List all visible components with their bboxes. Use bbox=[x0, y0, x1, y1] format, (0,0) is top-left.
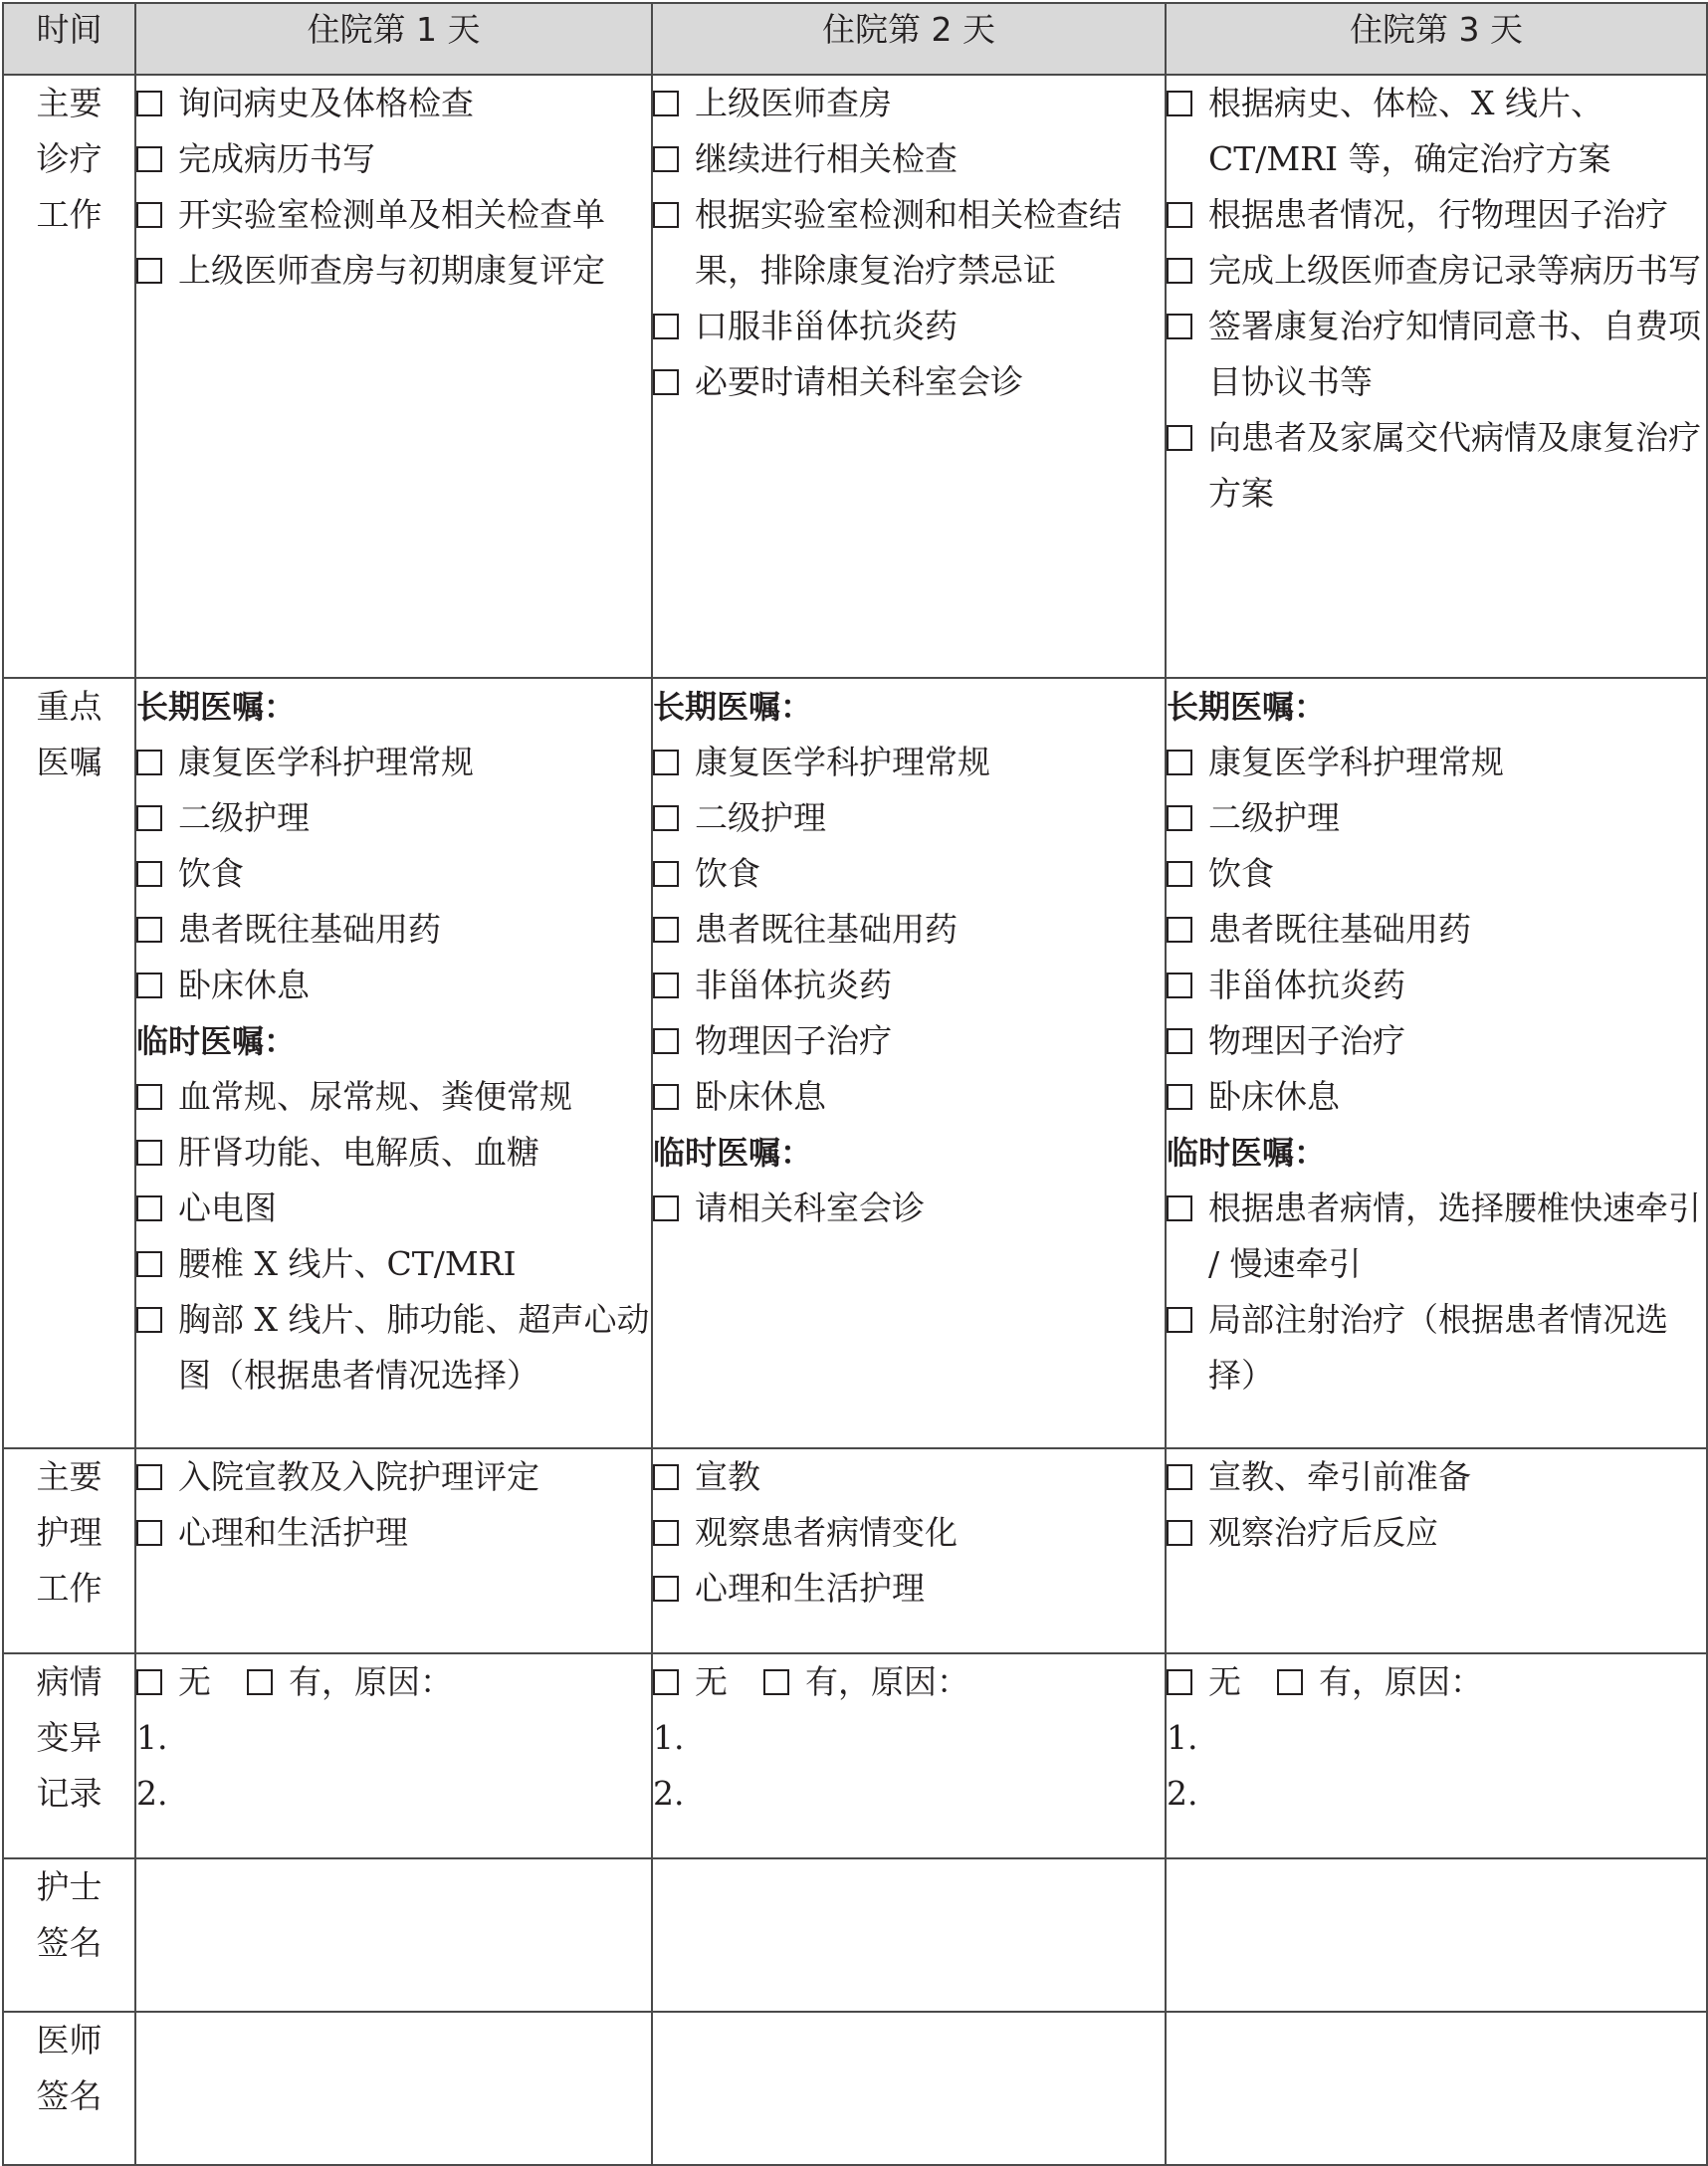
row-label-nurse-sign: 护士签名 bbox=[3, 1858, 135, 2012]
variation-option-yes bbox=[1277, 1654, 1483, 1710]
checkbox[interactable] bbox=[136, 1464, 162, 1490]
checklist-item-label: 根据患者病情，选择腰椎快速牵引 / 慢速牵引 bbox=[1208, 1189, 1701, 1283]
checklist-item bbox=[1167, 1013, 1706, 1069]
checklist-item bbox=[653, 902, 1165, 958]
checklist-item-label: 有，原因： bbox=[1319, 1662, 1483, 1701]
checkbox[interactable] bbox=[136, 917, 162, 943]
checkbox[interactable] bbox=[1167, 91, 1192, 116]
variation-row bbox=[3, 1653, 1707, 1858]
checkbox[interactable] bbox=[136, 1669, 162, 1695]
variation-reason-line[interactable]: 2. bbox=[653, 1774, 685, 1813]
checkbox[interactable] bbox=[136, 1251, 162, 1277]
diagnosis-day-2 bbox=[652, 75, 1166, 678]
checklist-item-label: 宣教、牵引前准备 bbox=[1208, 1457, 1471, 1496]
checklist-item bbox=[136, 958, 651, 1013]
variation-options bbox=[1167, 1654, 1706, 1710]
checklist-item bbox=[1167, 1505, 1706, 1561]
checklist-item-label: 口服非甾体抗炎药 bbox=[695, 307, 958, 345]
checklist-item bbox=[1167, 902, 1706, 958]
checklist-item-label: 根据实验室检测和相关检查结果，排除康复治疗禁忌证 bbox=[695, 195, 1122, 290]
checklist-item-label: 心理和生活护理 bbox=[178, 1513, 408, 1552]
checklist-item-label: 继续进行相关检查 bbox=[695, 139, 958, 178]
checkbox[interactable] bbox=[136, 1140, 162, 1166]
checklist-item bbox=[653, 790, 1165, 846]
variation-day-2 bbox=[652, 1653, 1166, 1858]
checkbox[interactable] bbox=[136, 973, 162, 998]
checkbox[interactable] bbox=[1167, 1307, 1192, 1333]
header-time: 时间 bbox=[3, 3, 135, 75]
checklist-item-label: 无 bbox=[695, 1662, 728, 1701]
checklist-item bbox=[653, 1069, 1165, 1125]
checkbox[interactable] bbox=[136, 861, 162, 887]
header-day-3: 住院第 3 天 bbox=[1166, 3, 1707, 75]
checklist-item bbox=[653, 1449, 1165, 1505]
checklist-item-label: 询问病史及体格检查 bbox=[178, 84, 474, 122]
checklist-item-label: 观察患者病情变化 bbox=[695, 1513, 958, 1552]
checkbox[interactable] bbox=[247, 1669, 273, 1695]
checklist-item bbox=[653, 187, 1165, 299]
checklist-item-label: 观察治疗后反应 bbox=[1208, 1513, 1438, 1552]
checkbox[interactable] bbox=[653, 1464, 679, 1490]
checkbox[interactable] bbox=[653, 1520, 679, 1546]
checklist-item-label: 上级医师查房与初期康复评定 bbox=[178, 251, 605, 290]
row-label-orders: 重点医嘱 bbox=[3, 678, 135, 1448]
checklist-item-label: 根据患者情况，行物理因子治疗 bbox=[1208, 195, 1668, 234]
checklist-item bbox=[653, 958, 1165, 1013]
checklist-item-label: 签署康复治疗知情同意书、自费项目协议书等 bbox=[1208, 307, 1701, 401]
checkbox[interactable] bbox=[653, 805, 679, 831]
variation-options bbox=[653, 1654, 1165, 1710]
checklist-item-label: 血常规、尿常规、粪便常规 bbox=[178, 1077, 572, 1116]
checklist-item bbox=[136, 1505, 651, 1561]
checkbox[interactable] bbox=[1167, 1195, 1192, 1221]
checklist-item bbox=[1167, 958, 1706, 1013]
checklist-item-label: 非甾体抗炎药 bbox=[695, 966, 892, 1004]
long-term-orders-heading: 长期医嘱： bbox=[1167, 688, 1327, 726]
checklist-item-label: 必要时请相关科室会诊 bbox=[695, 362, 1023, 401]
checklist-item-label: 腰椎 X 线片、CT/MRI bbox=[178, 1244, 517, 1283]
checklist-item-label: 完成上级医师查房记录等病历书写 bbox=[1208, 251, 1701, 290]
checklist-item-label: 卧床休息 bbox=[1208, 1077, 1340, 1116]
checkbox[interactable] bbox=[136, 805, 162, 831]
variation-options bbox=[136, 1654, 651, 1710]
diagnosis-day-1 bbox=[135, 75, 652, 678]
checklist-item-label: 有，原因： bbox=[805, 1662, 969, 1701]
nurse-sign-day-1[interactable] bbox=[135, 1858, 652, 2012]
checklist-item bbox=[1167, 735, 1706, 790]
checklist-item bbox=[653, 299, 1165, 354]
checklist-item bbox=[653, 354, 1165, 410]
checkbox[interactable] bbox=[1167, 917, 1192, 943]
checkbox[interactable] bbox=[653, 973, 679, 998]
checklist-item bbox=[1167, 1181, 1706, 1292]
checkbox[interactable] bbox=[653, 1195, 679, 1221]
row-label-diagnosis: 主要诊疗工作 bbox=[3, 75, 135, 678]
checklist-item bbox=[653, 846, 1165, 902]
checklist-item bbox=[136, 1236, 651, 1292]
checklist-item bbox=[653, 1181, 1165, 1236]
checklist-item-label: 饮食 bbox=[695, 854, 760, 893]
checkbox[interactable] bbox=[653, 202, 679, 228]
checklist-item bbox=[1167, 76, 1706, 187]
checklist-item-label: 开实验室检测单及相关检查单 bbox=[178, 195, 605, 234]
header-day-1: 住院第 1 天 bbox=[135, 3, 652, 75]
checklist-item bbox=[653, 1505, 1165, 1561]
checkbox[interactable] bbox=[1167, 750, 1192, 775]
checklist-item bbox=[136, 131, 651, 187]
nursing-row bbox=[3, 1448, 1707, 1653]
checkbox[interactable] bbox=[1167, 425, 1192, 451]
checklist-item bbox=[653, 735, 1165, 790]
variation-reason-line[interactable]: 1. bbox=[1167, 1718, 1198, 1757]
checklist-item bbox=[653, 1013, 1165, 1069]
checklist-item-label: 康复医学科护理常规 bbox=[1208, 743, 1504, 781]
checkbox[interactable] bbox=[136, 202, 162, 228]
checklist-item bbox=[136, 243, 651, 299]
checklist-item bbox=[136, 1292, 651, 1404]
header-row bbox=[3, 3, 1707, 75]
checkbox[interactable] bbox=[136, 91, 162, 116]
checklist-item-label: 卧床休息 bbox=[695, 1077, 826, 1116]
checkbox[interactable] bbox=[653, 91, 679, 116]
variation-reason-line[interactable]: 2. bbox=[1167, 1774, 1198, 1813]
variation-reason-line[interactable]: 1. bbox=[653, 1718, 685, 1757]
checkbox[interactable] bbox=[136, 1084, 162, 1110]
checklist-item bbox=[653, 76, 1165, 131]
checklist-item-label: 胸部 X 线片、肺功能、超声心动图（根据患者情况选择） bbox=[178, 1300, 650, 1395]
checklist-item bbox=[136, 846, 651, 902]
checkbox[interactable] bbox=[653, 1669, 679, 1695]
checklist-item bbox=[136, 1069, 651, 1125]
doctor-sign-day-3[interactable] bbox=[1166, 2012, 1707, 2165]
checkbox[interactable] bbox=[653, 1028, 679, 1054]
checkbox[interactable] bbox=[136, 146, 162, 172]
checklist-item bbox=[136, 902, 651, 958]
checklist-item bbox=[1167, 1292, 1706, 1404]
checkbox[interactable] bbox=[136, 258, 162, 284]
doctor-sign-day-2[interactable] bbox=[652, 2012, 1166, 2165]
header-day-2: 住院第 2 天 bbox=[652, 3, 1166, 75]
checkbox[interactable] bbox=[136, 1195, 162, 1221]
nursing-day-1 bbox=[135, 1448, 652, 1653]
checkbox[interactable] bbox=[763, 1669, 789, 1695]
checklist-item bbox=[1167, 410, 1706, 522]
checklist-item-label: 饮食 bbox=[178, 854, 244, 893]
checkbox[interactable] bbox=[653, 1084, 679, 1110]
row-label-nursing: 主要护理工作 bbox=[3, 1448, 135, 1653]
checklist-item-label: 有，原因： bbox=[289, 1662, 453, 1701]
checkbox[interactable] bbox=[136, 1520, 162, 1546]
variation-option-none bbox=[136, 1654, 211, 1710]
checklist-item-label: 心理和生活护理 bbox=[695, 1569, 925, 1608]
checklist-item bbox=[136, 1181, 651, 1236]
checklist-item bbox=[1167, 846, 1706, 902]
checklist-item-label: 入院宣教及入院护理评定 bbox=[178, 1457, 539, 1496]
doctor-sign-day-1[interactable] bbox=[135, 2012, 652, 2165]
checkbox[interactable] bbox=[1277, 1669, 1303, 1695]
long-term-orders-heading: 长期医嘱： bbox=[136, 688, 297, 726]
checkbox[interactable] bbox=[136, 750, 162, 775]
checklist-item bbox=[136, 187, 651, 243]
checklist-item-label: 二级护理 bbox=[1208, 798, 1340, 837]
checklist-item-label: 饮食 bbox=[1208, 854, 1274, 893]
diagnosis-row bbox=[3, 75, 1707, 678]
checklist-item bbox=[653, 131, 1165, 187]
orders-day-2 bbox=[652, 678, 1166, 1448]
nurse-sign-day-2[interactable] bbox=[652, 1858, 1166, 2012]
checklist-item-label: 物理因子治疗 bbox=[695, 1021, 892, 1060]
variation-reason-line[interactable]: 1. bbox=[136, 1718, 168, 1757]
checklist-item-label: 二级护理 bbox=[178, 798, 310, 837]
checklist-item-label: 康复医学科护理常规 bbox=[178, 743, 474, 781]
checklist-item bbox=[1167, 299, 1706, 410]
checkbox[interactable] bbox=[1167, 861, 1192, 887]
checkbox[interactable] bbox=[653, 861, 679, 887]
checklist-item-label: 非甾体抗炎药 bbox=[1208, 966, 1405, 1004]
checklist-item-label: 患者既往基础用药 bbox=[178, 910, 441, 949]
checkbox[interactable] bbox=[653, 917, 679, 943]
checklist-item-label: 请相关科室会诊 bbox=[695, 1189, 925, 1227]
checklist-item-label: 上级医师查房 bbox=[695, 84, 892, 122]
checkbox[interactable] bbox=[1167, 1669, 1192, 1695]
checkbox[interactable] bbox=[653, 146, 679, 172]
checklist-item-label: 心电图 bbox=[178, 1189, 277, 1227]
checklist-item-label: 无 bbox=[1208, 1662, 1241, 1701]
checklist-item-label: 肝肾功能、电解质、血糖 bbox=[178, 1133, 539, 1172]
checklist-item-label: 患者既往基础用药 bbox=[1208, 910, 1471, 949]
checklist-item bbox=[1167, 187, 1706, 243]
pathway-table bbox=[2, 2, 1708, 2166]
checklist-item-label: 二级护理 bbox=[695, 798, 826, 837]
checkbox[interactable] bbox=[653, 1576, 679, 1602]
checkbox[interactable] bbox=[1167, 805, 1192, 831]
variation-option-none bbox=[653, 1654, 728, 1710]
variation-option-none bbox=[1167, 1654, 1241, 1710]
checklist-item-label: 完成病历书写 bbox=[178, 139, 375, 178]
checkbox[interactable] bbox=[653, 750, 679, 775]
long-term-orders-heading: 长期医嘱： bbox=[653, 688, 813, 726]
checklist-item-label: 患者既往基础用药 bbox=[695, 910, 958, 949]
orders-day-1 bbox=[135, 678, 652, 1448]
checklist-item bbox=[1167, 1449, 1706, 1505]
checkbox[interactable] bbox=[1167, 314, 1192, 339]
checklist-item-label: 康复医学科护理常规 bbox=[695, 743, 990, 781]
variation-option-yes bbox=[763, 1654, 969, 1710]
checkbox[interactable] bbox=[1167, 973, 1192, 998]
variation-day-1 bbox=[135, 1653, 652, 1858]
checklist-item-label: 卧床休息 bbox=[178, 966, 310, 1004]
diagnosis-day-3 bbox=[1166, 75, 1707, 678]
checklist-item-label: 物理因子治疗 bbox=[1208, 1021, 1405, 1060]
temporary-orders-heading: 临时医嘱： bbox=[653, 1134, 813, 1172]
checkbox[interactable] bbox=[653, 369, 679, 395]
doctor-sign-row bbox=[3, 2012, 1707, 2165]
checklist-item bbox=[136, 1449, 651, 1505]
checklist-item bbox=[1167, 1069, 1706, 1125]
checklist-item-label: 向患者及家属交代病情及康复治疗方案 bbox=[1208, 418, 1701, 513]
row-label-variation: 病情变异记录 bbox=[3, 1653, 135, 1858]
checklist-item bbox=[1167, 790, 1706, 846]
checkbox[interactable] bbox=[136, 1307, 162, 1333]
variation-option-yes bbox=[247, 1654, 453, 1710]
temporary-orders-heading: 临时医嘱： bbox=[1167, 1134, 1327, 1172]
temporary-orders-heading: 临时医嘱： bbox=[136, 1022, 297, 1060]
checkbox[interactable] bbox=[653, 314, 679, 339]
checkbox[interactable] bbox=[1167, 1464, 1192, 1490]
checkbox[interactable] bbox=[1167, 202, 1192, 228]
checklist-item bbox=[136, 735, 651, 790]
checklist-item-label: 根据病史、体检、X 线片、CT/MRI 等，确定治疗方案 bbox=[1208, 84, 1611, 178]
checklist-item-label: 无 bbox=[178, 1662, 211, 1701]
checkbox[interactable] bbox=[1167, 1520, 1192, 1546]
variation-reason-line[interactable]: 2. bbox=[136, 1774, 168, 1813]
checklist-item bbox=[653, 1561, 1165, 1617]
nursing-day-2 bbox=[652, 1448, 1166, 1653]
checkbox[interactable] bbox=[1167, 1028, 1192, 1054]
checklist-item bbox=[136, 1125, 651, 1181]
nurse-sign-day-3[interactable] bbox=[1166, 1858, 1707, 2012]
checklist-item-label: 宣教 bbox=[695, 1457, 760, 1496]
orders-day-3 bbox=[1166, 678, 1707, 1448]
orders-row bbox=[3, 678, 1707, 1448]
checklist-item bbox=[136, 790, 651, 846]
nursing-day-3 bbox=[1166, 1448, 1707, 1653]
checklist-item-label: 局部注射治疗（根据患者情况选择） bbox=[1208, 1300, 1668, 1395]
row-label-doctor-sign: 医师签名 bbox=[3, 2012, 135, 2165]
checkbox[interactable] bbox=[1167, 258, 1192, 284]
checklist-item bbox=[136, 76, 651, 131]
checkbox[interactable] bbox=[1167, 1084, 1192, 1110]
variation-day-3 bbox=[1166, 1653, 1707, 1858]
nurse-sign-row bbox=[3, 1858, 1707, 2012]
checklist-item bbox=[1167, 243, 1706, 299]
